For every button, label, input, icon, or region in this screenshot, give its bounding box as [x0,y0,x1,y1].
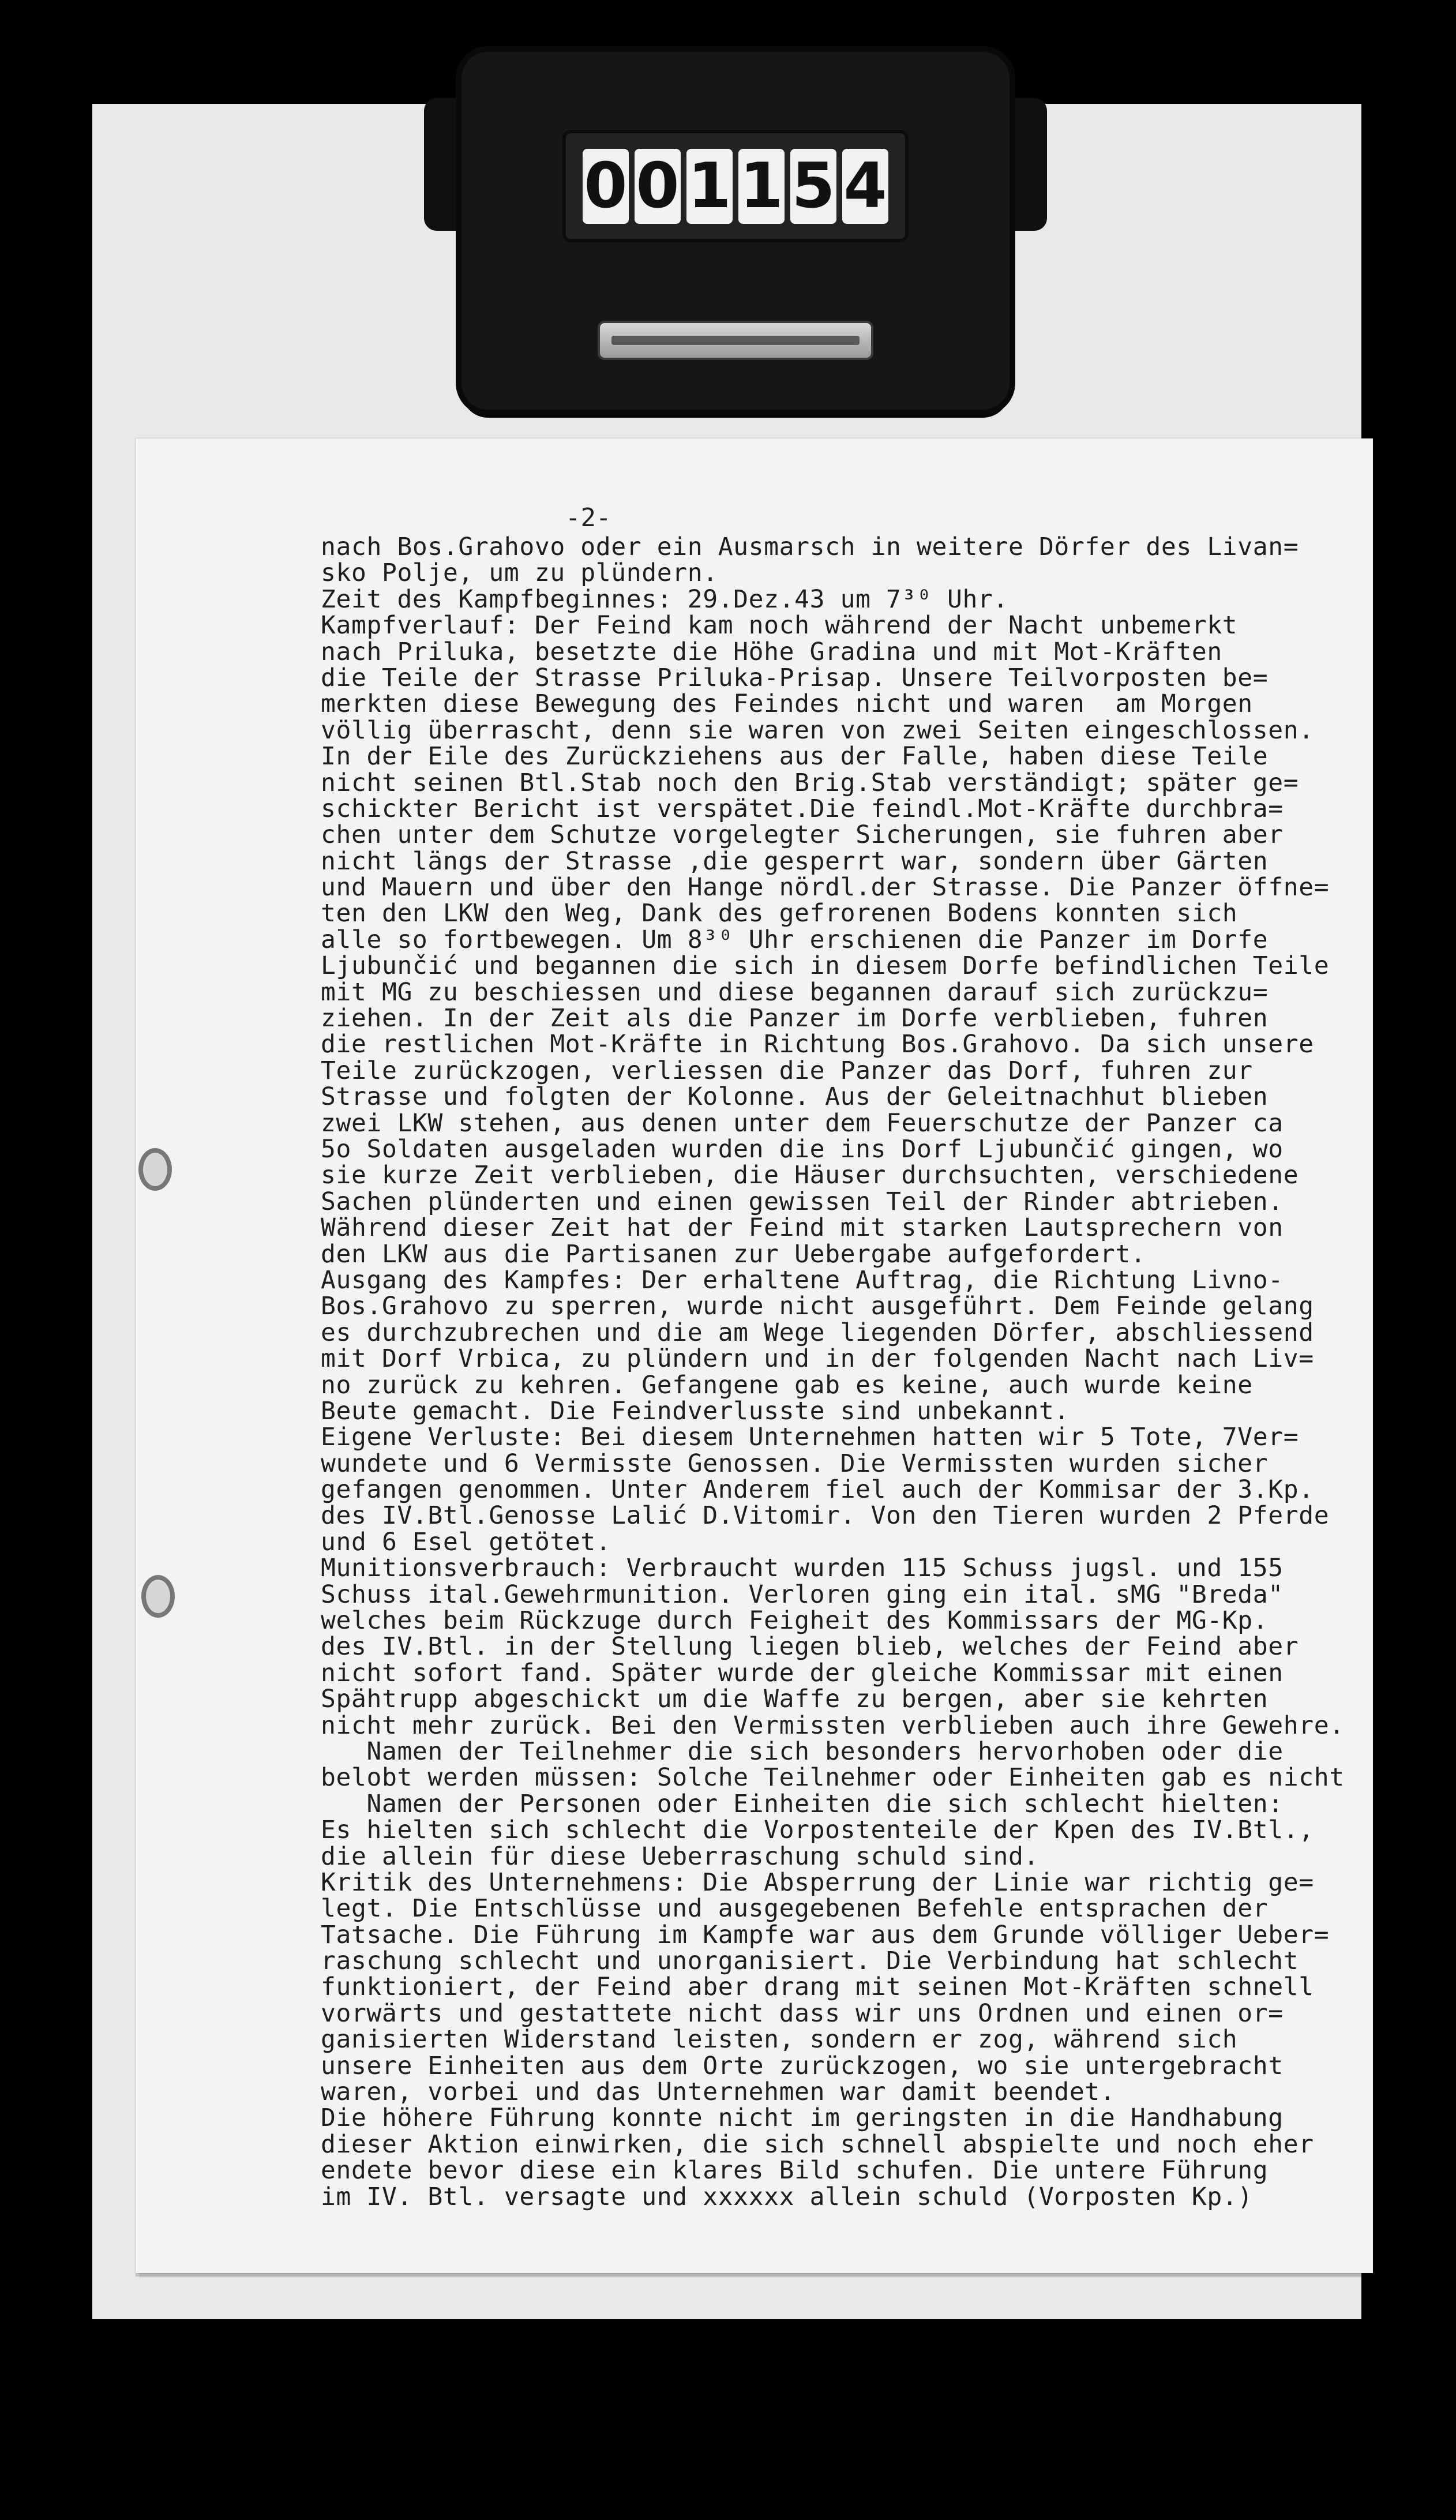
text-line: alle so fortbewegen. Um 8³⁰ Uhr erschienen die Panzer im Dorfe [321,925,1269,954]
text-line: Während dieser Zeit hat der Feind mit starken Lautsprechern von [321,1213,1284,1243]
text-line: Beute gemacht. Die Feindverlusste sind unbekannt. [321,1396,1070,1426]
text-line: welches beim Rückzuge durch Feigheit des Kommissars der MG-Kp. [321,1606,1269,1636]
text-line: vorwärts und gestattete nicht dass wir uns Ordnen und einen or= [321,1998,1284,2028]
text-line: die restlichen Mot-Kräfte in Richtung Bos.Grahovo. Da sich unsere [321,1030,1314,1059]
text-line: dieser Aktion einwirken, die sich schnell abspielte und noch eher [321,2129,1314,2159]
text-line: ziehen. In der Zeit als die Panzer im Dorfe verblieben, fuhren [321,1004,1269,1033]
frame-counter [461,52,1010,410]
text-line: Die höhere Führung konnte nicht im geringsten in die Handhabung [321,2103,1284,2133]
text-line: im IV. Btl. versagte und xxxxxx allein schuld (Vorposten Kp.) [321,2182,1253,2211]
text-line: wundete und 6 Vermisste Genossen. Die Vermissten wurden sicher [321,1449,1269,1478]
counter-digit: 4 [842,149,888,224]
text-line: 5o Soldaten ausgeladen wurden die ins Dorf Ljubunčić gingen, wo [321,1134,1284,1164]
text-line: Munitionsverbrauch: Verbraucht wurden 115 Schuss jugsl. und 155 [321,1554,1284,1583]
counter-digit: 1 [686,149,733,224]
text-line: nicht längs der Strasse ,die gesperrt war, sondern über Gärten [321,846,1269,876]
text-line: raschung schlecht und unorganisiert. Die Verbindung hat schlecht [321,1947,1299,1976]
text-line: mit Dorf Vrbica, zu plündern und in der folgenden Nacht nach Liv= [321,1344,1314,1374]
text-line: schickter Bericht ist verspätet.Die feindl.Mot-Kräfte durchbra= [321,794,1284,823]
text-line: Namen der Personen oder Einheiten die sich schlecht hielten: [321,1789,1284,1818]
counter-nameplate-slot [611,336,860,345]
text-line: belobt werden müssen: Solche Teilnehmer oder Einheiten gab es nicht [321,1763,1345,1792]
text-line: In der Eile des Zurückziehens aus der Falle, haben diese Teile [321,742,1269,771]
binder-hole [141,1575,175,1618]
binder-hole [138,1148,172,1191]
sheet-shadow [136,2273,1373,2277]
text-line: des IV.Btl.Genosse Lalić D.Vitomir. Von den Tieren wurden 2 Pferde [321,1501,1330,1531]
text-line: ten den LKW den Weg, Dank des gefrorenen Bodens konnten sich [321,899,1238,928]
text-line: und Mauern und über den Hange nördl.der Strasse. Die Panzer öffne= [321,873,1330,902]
text-line: Kritik des Unternehmens: Die Absperrung der Linie war richtig ge= [321,1867,1314,1897]
text-line: Es hielten sich schlecht die Vorpostenteile der Kpen des IV.Btl., [321,1816,1314,1845]
text-line: funktioniert, der Feind aber drang mit seinen Mot-Kräften schnell [321,1972,1314,2002]
counter-digit: 0 [583,149,629,224]
text-line: ganisierten Widerstand leisten, sondern er zog, während sich [321,2025,1238,2054]
text-line: Sachen plünderten und einen gewissen Teil der Rinder abtrieben. [321,1187,1284,1216]
text-line: Kampfverlauf: Der Feind kam noch während der Nacht unbemerkt [321,611,1238,640]
text-line: nicht sofort fand. Später wurde der gleiche Kommissar mit einen [321,1658,1284,1687]
text-line: sie kurze Zeit verblieben, die Häuser durchsuchten, verschiedene [321,1161,1299,1190]
text-line: und 6 Esel getötet. [321,1527,611,1557]
text-line: unsere Einheiten aus dem Orte zurückzogen, wo sie untergebracht [321,2051,1284,2080]
text-line: Zeit des Kampfbeginnes: 29.Dez.43 um 7³⁰ Uhr. [321,584,1008,614]
text-line: Tatsache. Die Führung im Kampfe war aus dem Grunde völliger Ueber= [321,1920,1330,1949]
text-line: endete bevor diese ein klares Bild schufen. Die untere Führung [321,2156,1269,2185]
text-line: Namen der Teilnehmer die sich besonders hervorhoben oder die [321,1737,1284,1766]
counter-digit: 0 [635,149,681,224]
text-line: nicht seinen Btl.Stab noch den Brig.Stab verständigt; später ge= [321,768,1299,797]
text-line: Spähtrupp abgeschickt um die Waffe zu bergen, aber sie kehrten [321,1685,1269,1714]
text-line: nach Priluka, besetzte die Höhe Gradina und mit Mot-Kräften [321,637,1222,666]
text-line: legt. Die Entschlüsse und ausgegebenen Befehle entsprachen der [321,1894,1269,1923]
text-line: merkten diese Bewegung des Feindes nicht und waren am Morgen [321,689,1253,719]
text-line: no zurück zu kehren. Gefangene gab es keine, auch wurde keine [321,1370,1253,1400]
text-line: nach Bos.Grahovo oder ein Ausmarsch in weitere Dörfer des Livan= [321,532,1299,561]
text-line: gefangen genommen. Unter Anderem fiel auch der Kommisar der 3.Kp. [321,1475,1314,1505]
text-line: mit MG zu beschiessen und diese begannen darauf sich zurückzu= [321,977,1269,1007]
text-line: zwei LKW stehen, aus denen unter dem Feuerschutze der Panzer ca [321,1108,1284,1138]
text-line: sko Polje, um zu plündern. [321,558,718,588]
text-line: die Teile der Strasse Priluka-Prisap. Unsere Teilvorposten be= [321,663,1269,692]
text-line: Ljubunčić und begannen die sich in diesem Dorfe befindlichen Teile [321,951,1330,981]
text-line: die allein für diese Ueberraschung schuld sind. [321,1842,1039,1871]
page-number: -2- [565,503,611,532]
text-line: des IV.Btl. in der Stellung liegen blieb, welches der Feind aber [321,1632,1299,1662]
text-line: nicht mehr zurück. Bei den Vermissten verblieben auch ihre Gewehre. [321,1711,1345,1740]
document-body [321,534,1359,2210]
text-line: Teile zurückzogen, verliessen die Panzer das Dorf, fuhren zur [321,1056,1253,1085]
text-line: Eigene Verluste: Bei diesem Unternehmen hatten wir 5 Tote, 7Ver= [321,1423,1299,1452]
text-line: waren, vorbei und das Unternehmen war damit beendet. [321,2078,1116,2107]
text-line: Strasse und folgten der Kolonne. Aus der Geleitnachhut blieben [321,1082,1269,1112]
counter-digit: 5 [790,149,836,224]
counter-window [562,130,909,242]
text-line: völlig überrascht, denn sie waren von zwei Seiten eingeschlossen. [321,715,1314,745]
text-line: Ausgang des Kampfes: Der erhaltene Auftrag, die Richtung Livno- [321,1265,1284,1295]
text-line: Bos.Grahovo zu sperren, wurde nicht ausgeführt. Dem Feinde gelang [321,1292,1314,1321]
text-line: chen unter dem Schutze vorgelegter Sicherungen, sie fuhren aber [321,820,1284,850]
counter-nameplate [600,323,871,358]
text-line: es durchzubrechen und die am Wege liegenden Dörfer, abschliessend [321,1318,1314,1347]
text-line: den LKW aus die Partisanen zur Uebergabe aufgefordert. [321,1239,1146,1269]
text-line: Schuss ital.Gewehrmunition. Verloren ging ein ital. sMG "Breda" [321,1580,1284,1609]
counter-digit: 1 [738,149,785,224]
